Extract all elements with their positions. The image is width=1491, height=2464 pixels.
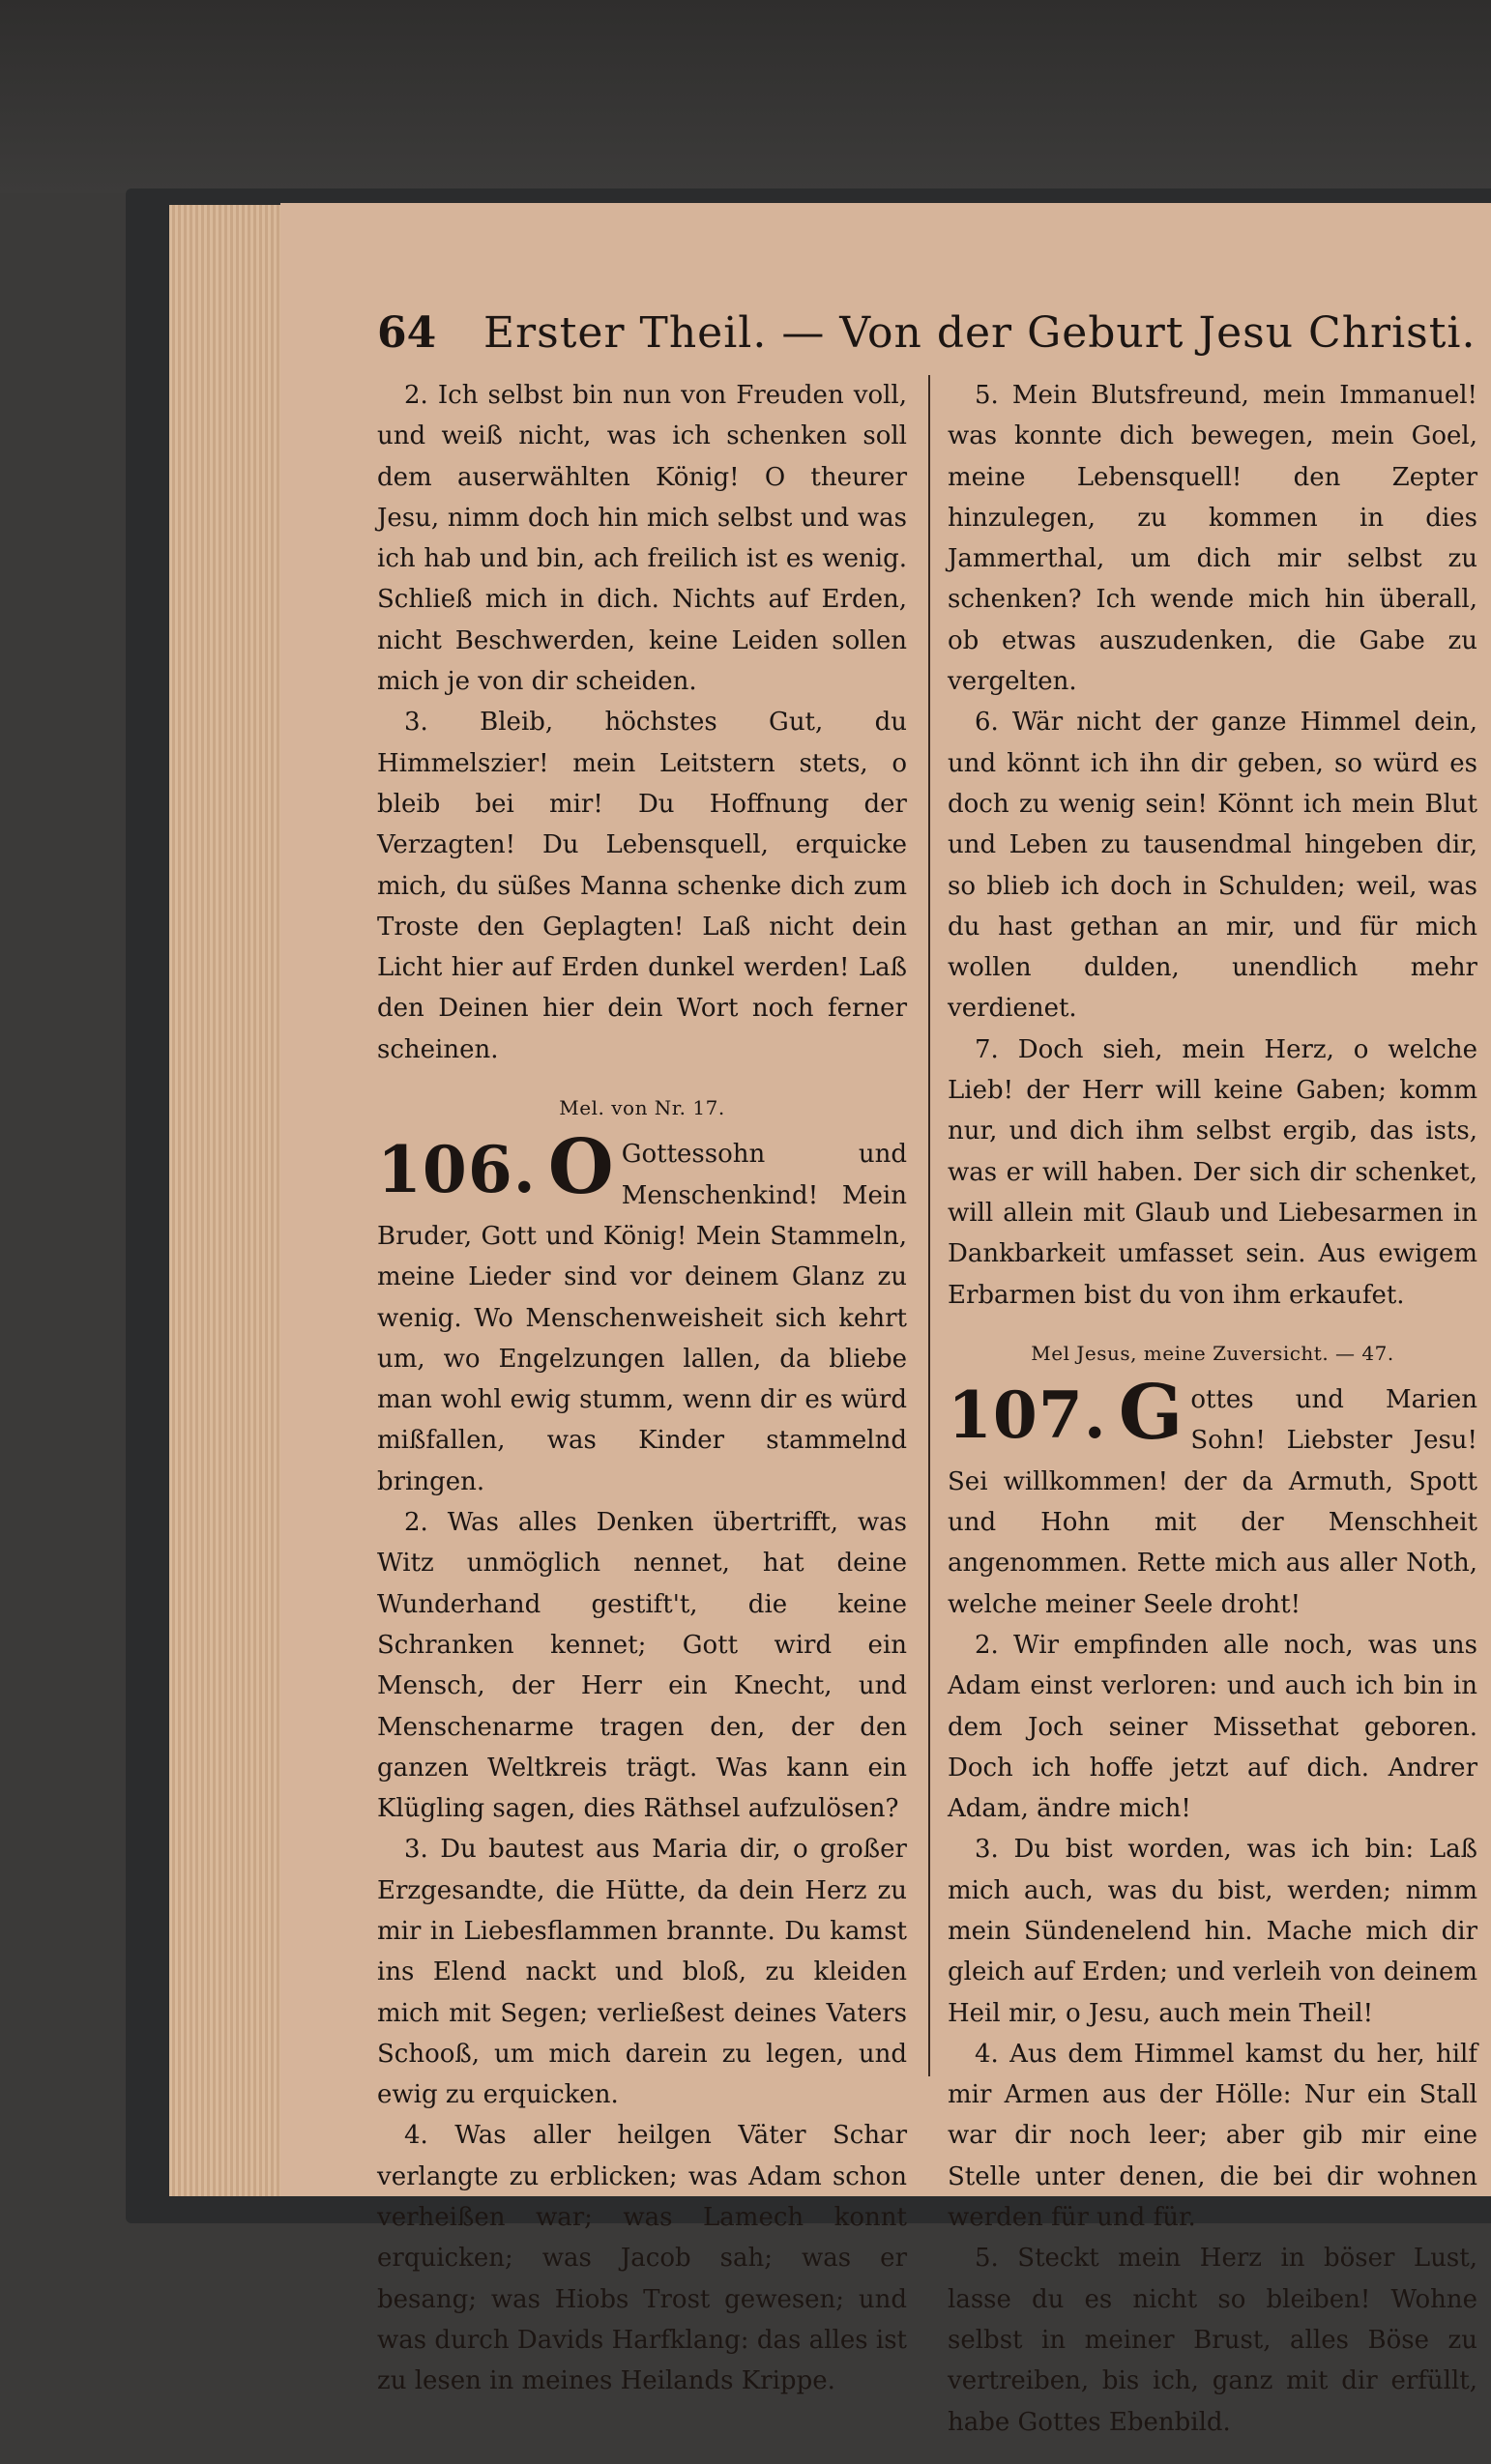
stanza: 5. Mein Blutsfreund, mein Immanuel! was konnte dich bewegen, mein Goel, meine Lebensquell! den Zepter hinzulegen, zu kommen in dies Jammerthal, um dich mir selbst zu schenken? Ich wende mich hin überall, ob etwas auszudenken, die Gabe zu vergelten.: [948, 381, 1477, 697]
stanza: 3. Bleib, höchstes Gut, du Himmelszier! mein Leitstern stets, o bleib bei mir! Du Hoffnung der Verzagten! Du Lebensquell, erquicke mich, du süßes Manna schenke dich zum Troste den Geplagten! Laß nicht dein Licht hier auf Erden dunkel werden! Laß den Deinen hier dein Wort noch ferner scheinen.: [377, 708, 907, 1064]
page-header: [377, 300, 1479, 367]
stanza: 3. Du bist worden, was ich bin: Laß mich auch, was du bist, werden; nimm mein Sündenelend hin. Mache mich dir gleich auf Erden; und verleih von deinem Heil mir, o Jesu, auch mein Theil!: [948, 1835, 1477, 2028]
hymn-106: [377, 1123, 907, 1502]
stanza: 7. Doch sieh, mein Herz, o welche Lieb! der Herr will keine Gaben; komm nur, und dich ihm selbst ergib, das ists, was er will haben. Der sich dir schenket, will allein mit Glaub und Liebesarmen in Dankbarkeit umfasset sein. Aus ewigem Erbarmen bist du von ihm erkaufet.: [948, 1034, 1477, 1310]
melody-note: Mel Jesus, meine Zuversicht. — 47.: [1031, 1341, 1394, 1365]
stanza: 4. Was aller heilgen Väter Schar verlangte zu erblicken; was Adam schon verheißen war; was Lamech konnt erquicken; was Jacob sah; was er besang; was Hiobs Trost gewesen; und was durch Davids Harfklang: das alles ist zu lesen in meines Heilands Krippe.: [377, 2121, 907, 2396]
hymn-first-stanza: Gottessohn und Menschenkind! Mein Bruder, Gott und König! Mein Stammeln, meine Lieder sind vor deinem Glanz zu wenig. Wo Menschenweisheit sich kehrt um, wo Engelzungen lallen, da bliebe man wohl ewig stumm, wenn dir es würd mißfallen, was Kinder stammelnd bringen.: [377, 1140, 907, 1496]
stanza: 5. Steckt mein Herz in böser Lust, lasse du es nicht so bleiben! Wohne selbst in meiner Brust, alles Böse zu vertreiben, bis ich, ganz mit dir erfüllt, habe Gottes Ebenbild.: [948, 2244, 1477, 2437]
stanza: 3. Du bautest aus Maria dir, o großer Erzgesandte, die Hütte, da dein Herz zu mir in Liebesflammen brannte. Du kamst ins Elend nackt und bloß, zu kleiden mich mit Segen; verließest deines Vaters Schooß, um mich darein zu legen, und ewig zu erquicken.: [377, 1835, 907, 2110]
drop-initial: O: [547, 1123, 614, 1212]
drop-initial: G: [1118, 1369, 1184, 1458]
page-number: 64: [377, 308, 437, 358]
left-column: [377, 375, 907, 2396]
column-divider: [928, 375, 930, 2076]
running-title: Erster Theil. — Von der Geburt Jesu Christi.: [483, 308, 1476, 358]
stanza: 2. Was alles Denken übertrifft, was Witz unmöglich nennet, hat deine Wunderhand gestift't, die keine Schranken kennet; Gott wird ein Mensch, der Herr ein Knecht, und Menschenarme tragen den, der den ganzen Weltkreis trägt. Was kann ein Klügling sagen, dies Räthsel aufzulösen?: [377, 1508, 907, 1824]
melody-note: Mel. von Nr. 17.: [559, 1096, 725, 1120]
hymn-first-stanza: ottes und Marien Sohn! Liebster Jesu! Sei willkommen! der da Armuth, Spott und Hohn mit der Menschheit angenommen. Rette mich aus aller Noth, welche meiner Seele droht!: [948, 1385, 1477, 1619]
hymn-number: 106.: [377, 1132, 537, 1208]
columns: [377, 375, 1479, 2437]
stanza: 2. Ich selbst bin nun von Freuden voll, und weiß nicht, was ich schenken soll dem auserwählten König! O theurer Jesu, nimm doch hin mich selbst und was ich hab und bin, ach freilich ist es wenig. Schließ mich in dich. Nichts auf Erden, nicht Beschwerden, keine Leiden sollen mich je von dir scheiden.: [377, 381, 907, 697]
stanza: 6. Wär nicht der ganze Himmel dein, und könnt ich ihn dir geben, so würd es doch zu wenig sein! Könnt ich mein Blut und Leben zu tausendmal hingeben dir, so blieb ich doch in Schulden; weil, was du hast gethan an mir, und für mich wollen dulden, unendlich mehr verdienet.: [948, 708, 1477, 1024]
backdrop: [0, 0, 1491, 193]
stanza: 4. Aus dem Himmel kamst du her, hilf mir Armen aus der Hölle: Nur ein Stall war dir noch leer; aber gib mir eine Stelle unter denen, die bei dir wohnen werden für und für.: [948, 2039, 1477, 2233]
right-column: [948, 375, 1477, 2437]
stanza: 2. Wir empfinden alle noch, was uns Adam einst verloren: und auch ich bin in dem Joch seiner Missethat geboren. Doch ich hoffe jetzt auf dich. Andrer Adam, ändre mich!: [948, 1630, 1477, 1824]
page-edges: [169, 205, 280, 2196]
text-area: [377, 300, 1479, 2437]
hymn-107: [948, 1369, 1477, 1625]
hymn-number: 107.: [948, 1377, 1107, 1454]
book-page: [280, 203, 1491, 2437]
